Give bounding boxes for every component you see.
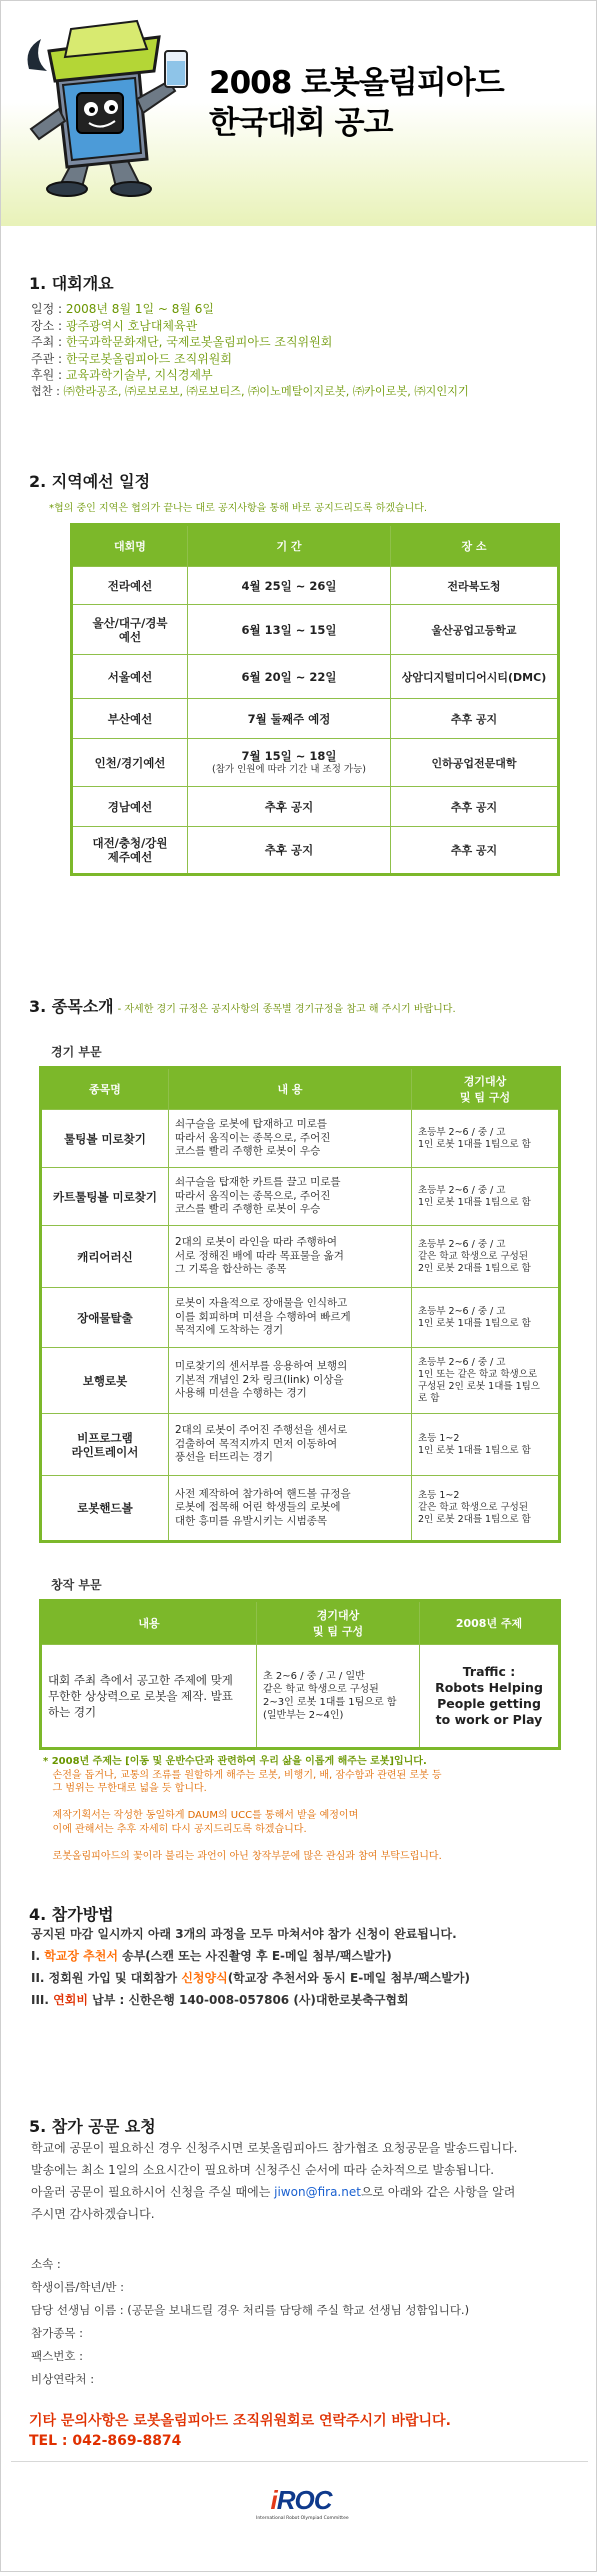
header-banner [1,1,596,226]
col-header: 장 소 [391,525,559,567]
event-name: 카트툴팅볼 미로찾기 [41,1168,169,1226]
regional-schedule-table [70,523,560,876]
section-5-heading: 5. 참가 공문 요청 [29,2117,156,2136]
table-row [41,1476,560,1542]
table-row [72,655,559,699]
region-name: 울산/대구/경북 예선 [72,605,188,655]
creative-theme: Traffic : Robots Helping People getting to work or Play [420,1645,560,1749]
region-dates: 6월 13일 ~ 15일 [188,605,391,655]
col-header: 대회명 [72,525,188,567]
event-description: 2대의 로봇이 주어진 주행선을 센서로 검출하여 목적지까지 먼저 이동하여 풍선을 터뜨리는 경기 [169,1414,412,1476]
event-name: 툴팅볼 미로찾기 [41,1110,169,1168]
contact-info [29,2411,451,2451]
section-1-heading: 1. 대회개요 [29,274,114,293]
region-name: 전라예선 [72,567,188,605]
annual-fee-link[interactable]: 연회비 [53,1993,88,2007]
event-description: 로봇이 자율적으로 장애물을 인식하고 이를 회피하며 미션을 수행하여 빠르게 목적지에 도착하는 경기 [169,1288,412,1348]
section-5-body: 학교에 공문이 필요하신 경우 신청주시면 로봇올림피아드 참가협조 요청공문을 발송드립니다. 발송에는 최소 1일의 소요시간이 필요하며 신청주신 순서에 따라 순차적으로 발송됩니다. 아울러 공문이 필요하시어 신청을 주실 때에는 jiwon@fira.net으로 아래와 같은 사항을 알려 주시면 감사하겠습니다. [31,2141,518,2221]
section-3-heading: 3. 종목소개 - 자세한 경기 규정은 공지사항의 종목별 경기규정을 참고 해 주시기 바랍니다. [29,997,456,1016]
table-row [41,1288,560,1348]
table-row [72,739,559,787]
event-target: 초등부 2~6 / 중 / 고 1인 로봇 1대를 1팀으로 함 [412,1288,560,1348]
region-name: 대전/충청/강원 제주예선 [72,827,188,875]
region-dates: 7월 15일 ~ 18일 (참가 인원에 따라 기간 내 조정 가능) [188,739,391,787]
creative-table [39,1599,561,1750]
table-row [72,787,559,827]
form-line: 담당 선생님 이름 : (공문을 보내드릴 경우 처리를 담당해 주실 학교 선생님 성함입니다.) [31,2303,470,2317]
creative-category-label: 창작 부문 [51,1578,102,1592]
contact-line: 기타 문의사항은 로봇올림피아드 조직위원회로 연락주시기 바랍니다. [29,2413,451,2429]
join-step: II. 정회원 가입 및 대회참가 신청양식(학교장 추천서와 동시 E-메일 첨부/팩스발가) [31,1971,470,1985]
form-line: 팩스번호 : [31,2349,83,2363]
table-row [72,605,559,655]
event-description: 쇠구슬을 탑재한 카트를 끌고 미로를 따라서 움직이는 종목으로, 주어진 코스를 빨리 주행한 로봇이 우승 [169,1168,412,1226]
form-line: 참가종목 : [31,2326,83,2340]
logo-subtitle: International Robot Olympiad Committee [256,2516,349,2521]
table-row [41,1110,560,1168]
col-header: 내용 [41,1601,257,1645]
overview-row: 후원 : 교육과학기술부, 지식경제부 [31,368,213,383]
request-form [31,2253,469,2391]
form-line: 소속 : [31,2257,61,2271]
section-4-body [31,1923,470,2011]
robot-mascot-illustration [19,9,194,199]
event-target: 초등부 2~6 / 중 / 고 같은 학교 학생으로 구성된 2인 로봇 2대를 1팀으로 함 [412,1226,560,1288]
event-name: 비프로그램 라인트레이서 [41,1414,169,1476]
creative-content: 대회 주최 측에서 공고한 주제에 맞게 무한한 상상력으로 로봇을 제작. 발표 하는 경기 [41,1645,257,1749]
region-dates: 추후 공지 [188,827,391,875]
form-line: 비상연락처 : [31,2372,95,2386]
note-line: 제작기획서는 작성한 동일하게 DAUM의 UCC를 통해서 받을 예정이며 [43,1810,359,1821]
region-name: 경남예선 [72,787,188,827]
note-line: 그 범위는 무한대로 넓을 듯 합니다. [43,1783,207,1794]
col-header: 2008년 주제 [420,1601,560,1645]
region-dates: 6월 20일 ~ 22일 [188,655,391,699]
note-line [43,1836,563,1850]
email-link[interactable]: jiwon@fira.net [274,2185,361,2199]
overview-row: 주관 : 한국로봇올림피아드 조직위원회 [31,351,232,366]
region-venue: 인하공업전문대학 [391,739,559,787]
event-name: 캐리어러신 [41,1226,169,1288]
region-venue: 추후 공지 [391,699,559,739]
col-header: 경기대상 및 팀 구성 [257,1601,420,1645]
overview-row: 장소 : 광주광역시 호남대체육관 [31,318,198,333]
col-header: 종목명 [41,1068,169,1110]
note-line: 로봇올림피아드의 꽃이라 불리는 과언이 아닌 창작부문에 많은 관심과 참여 부탁드립니다. [43,1850,442,1862]
title-line-2: 한국대회 공고 [209,105,393,141]
table-row [72,827,559,875]
competition-category-label: 경기 부문 [51,1045,102,1059]
table-row [41,1226,560,1288]
form-line: 학생이름/학년/반 : [31,2280,125,2294]
section-3-desc: - 자세한 경기 규정은 공지사항의 종목별 경기규정을 참고 해 주시기 바랍니다. [117,1004,456,1015]
region-venue: 상암디지털미디어시티(DMC) [391,655,559,699]
note-line: 이에 관해서는 추후 자세히 다시 공지드리도록 하겠습니다. [43,1823,307,1835]
col-header: 기 간 [188,525,391,567]
region-name: 인천/경기예선 [72,739,188,787]
region-dates: 추후 공지 [188,787,391,827]
col-header: 내 용 [169,1068,412,1110]
event-description: 사전 제작하여 참가하여 핸드볼 규정을 로봇에 접목해 어린 학생들의 로봇에 대한 흥미를 유발시키는 시범종목 [169,1476,412,1542]
region-dates: 7월 둘째주 예정 [188,699,391,739]
divider [11,2461,588,2462]
contact-phone: TEL : 042-869-8874 [29,2433,182,2449]
event-description: 2대의 로봇이 라인을 따라 주행하여 서로 정해진 배에 따라 목표물을 옮겨 그 기록을 합산하는 종목 [169,1226,412,1288]
region-venue: 울산공업고등학교 [391,605,559,655]
table-row [72,699,559,739]
title-line-1: 2008 로봇올림피아드 [209,65,504,101]
event-target: 초등부 2~6 / 중 / 고 1인 로봇 1대를 1팀으로 함 [412,1110,560,1168]
section-4-heading: 4. 참가방법 [29,1905,114,1924]
note-line: 손전을 돕거나, 교통의 조류를 원할하게 해주는 로봇, 비행기, 배, 잠수함과 관련된 로봇 등 [43,1769,442,1781]
note-line: * 2008년 주제는 [이동 및 운반수단과 관련하여 우리 삶을 이롭게 해주는 로봇]입니다. [43,1756,427,1767]
col-header: 경기대상 및 팀 구성 [412,1068,560,1110]
event-target: 초등 1~2 1인 로봇 1대를 1팀으로 함 [412,1414,560,1476]
table-row [41,1348,560,1414]
event-target: 초등부 2~6 / 중 / 고 1인 로봇 1대를 1팀으로 함 [412,1168,560,1226]
region-name: 서울예선 [72,655,188,699]
overview-row: 주최 : 한국과학문화재단, 국제로봇올림피아드 조직위원회 [31,335,333,350]
school-recommendation-link[interactable]: 학교장 추천서 [44,1949,118,1963]
page-title [209,63,504,143]
table-row [41,1168,560,1226]
event-description: 쇠구슬을 로봇에 탑재하고 미로를 따라서 움직이는 종목으로, 주어진 코스를 빨리 주행한 로봇이 우승 [169,1110,412,1168]
table-row [72,567,559,605]
join-step: III. 연회비 납부 : 신한은행 140-008-057806 (사)대한로봇축구협회 [31,1993,409,2007]
region-dates: 4월 25일 ~ 26일 [188,567,391,605]
event-description: 미로찾기의 센서부를 응용하여 보행의 기본적 개념인 2차 링크(link) 이상을 사용해 미션을 수행하는 경기 [169,1348,412,1414]
join-step: I. 학교장 추천서 송부(스캔 또는 사진촬영 후 E-메일 첨부/팩스발가) [31,1949,392,1963]
event-name: 보행로봇 [41,1348,169,1414]
section-2-heading: 2. 지역예선 일정 [29,472,151,491]
logo-mark: iROC [270,2485,332,2515]
creative-notes [43,1755,563,1863]
note-line [43,1796,563,1810]
table-row [41,1645,560,1749]
event-target: 초등부 2~6 / 중 / 고 1인 또는 같은 학교 학생으로 구성된 2인 로봇 1대를 1팀으 로 함 [412,1348,560,1414]
iroc-logo [256,2485,349,2521]
overview-list [31,301,469,401]
event-name: 로봇핸드볼 [41,1476,169,1542]
application-form-link[interactable]: 신청양식 [181,1971,228,1985]
region-name: 부산예선 [72,699,188,739]
region-venue: 전라북도청 [391,567,559,605]
region-venue: 추후 공지 [391,787,559,827]
creative-target: 초 2~6 / 중 / 고 / 일반 같은 학교 학생으로 구성된 2~3인 로봇 1대를 1팀으로 함 (일반부는 2~4인) [257,1645,420,1749]
join-intro: 공지된 마감 일시까지 아래 3개의 과정을 모두 마쳐서야 참가 신청이 완료됩니다. [31,1927,457,1941]
overview-row: 일정 : 2008년 8월 1일 ~ 8월 6일 [31,302,215,316]
region-venue: 추후 공지 [391,827,559,875]
event-target: 초등 1~2 같은 학교 학생으로 구성된 2인 로봇 2대를 1팀으로 함 [412,1476,560,1542]
event-name: 장애물탈출 [41,1288,169,1348]
schedule-note: *협의 중인 지역은 협의가 끝나는 대로 공지사항을 통해 바로 공지드리도록 하겠습니다. [49,503,428,514]
competition-table [39,1066,561,1543]
overview-row: 협찬 : ㈜한라공조, ㈜로보로보, ㈜로보티즈, ㈜이노메탈이지로봇, ㈜카이로봇, ㈜지인지기 [31,384,469,398]
table-row [41,1414,560,1476]
